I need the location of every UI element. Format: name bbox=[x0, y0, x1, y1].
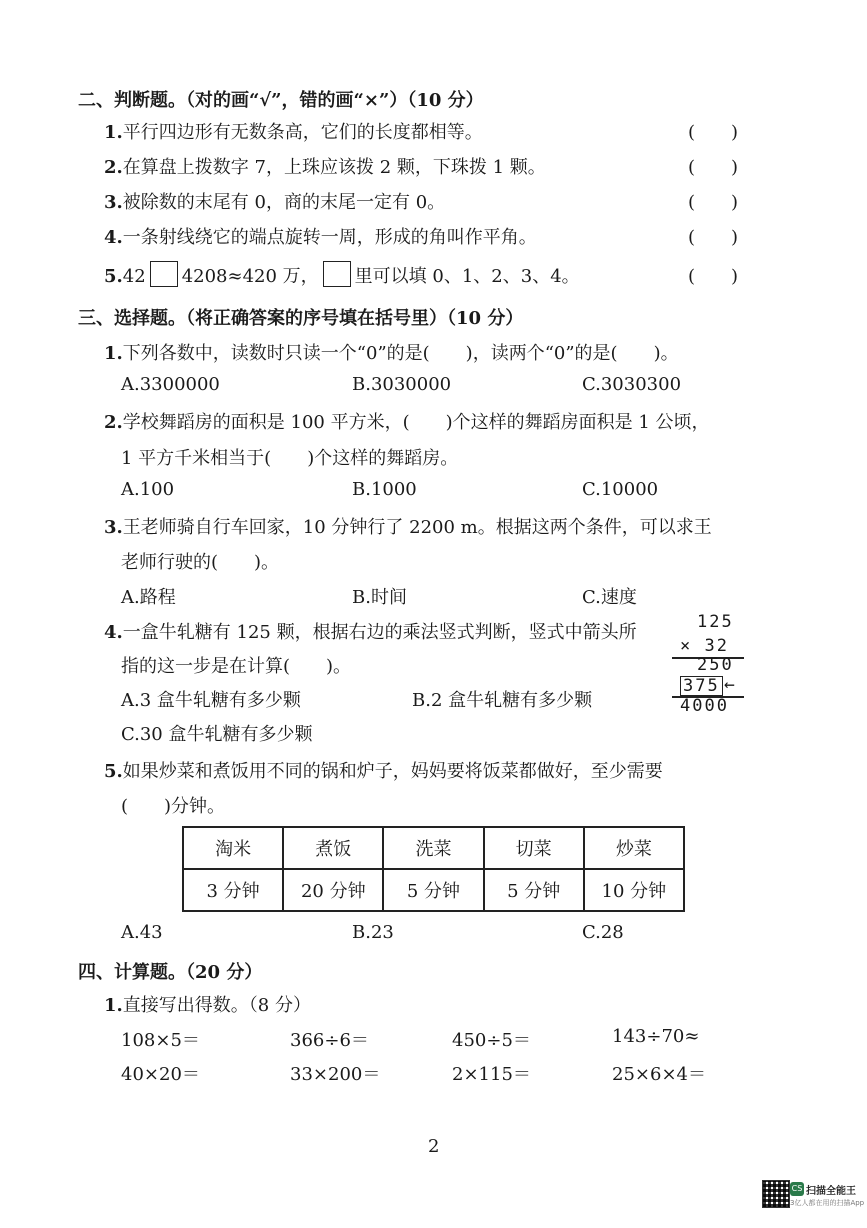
blank-box bbox=[150, 261, 178, 287]
option-b: B.1000 bbox=[352, 479, 417, 500]
option-b: B.时间 bbox=[352, 587, 407, 608]
table-cell: 10 分钟 bbox=[584, 869, 684, 911]
answer-paren: ( ) bbox=[688, 122, 739, 143]
item-number: 1. bbox=[104, 343, 123, 364]
calc-sub-1 bbox=[104, 991, 311, 1017]
option-b: B.2 盒牛轧糖有多少颗 bbox=[412, 690, 593, 711]
item-number: 3. bbox=[104, 192, 123, 213]
expression: 366÷6＝ bbox=[290, 1030, 369, 1051]
choice-q5-line2: ( )分钟。 bbox=[121, 796, 226, 817]
table-cell: 3 分钟 bbox=[183, 869, 283, 911]
item-text: 学校舞蹈房的面积是 100 平方米，( )个这样的舞蹈房面积是 1 公顷， bbox=[122, 412, 710, 433]
choice-q3 bbox=[104, 513, 712, 539]
section-title-choice: 三、选择题。（将正确答案的序号填在括号里）（10 分） bbox=[78, 308, 524, 329]
judgment-item-5 bbox=[104, 261, 580, 288]
expression: 33×200＝ bbox=[290, 1064, 381, 1085]
item-text-c: 里可以填 0、1、2、3、4。 bbox=[354, 266, 580, 287]
expression: 2×115＝ bbox=[452, 1064, 531, 1085]
choice-q5 bbox=[104, 757, 663, 783]
option-c: C.速度 bbox=[582, 587, 637, 608]
item-number: 3. bbox=[104, 517, 123, 538]
option-c: C.28 bbox=[582, 922, 624, 943]
choice-q4 bbox=[104, 618, 637, 644]
item-text: 一条射线绕它的端点旋转一周，形成的角叫作平角。 bbox=[122, 227, 537, 248]
answer-paren: ( ) bbox=[688, 266, 739, 287]
item-text: 一盒牛轧糖有 125 颗，根据右边的乘法竖式判断，竖式中箭头所 bbox=[122, 622, 637, 643]
option-a: A.100 bbox=[121, 479, 175, 500]
item-text: 在算盘上拨数字 7，上珠应该拨 2 颗，下珠拨 1 颗。 bbox=[122, 157, 546, 178]
table-header-cell: 炒菜 bbox=[584, 827, 684, 869]
calc-partial-1: 250 bbox=[697, 655, 734, 675]
option-a: A.路程 bbox=[121, 587, 176, 608]
calc-multiplier: × 32 bbox=[680, 636, 729, 656]
item-text-a: 42 bbox=[122, 266, 146, 287]
qr-code-icon bbox=[762, 1180, 790, 1208]
item-text: 直接写出得数。（8 分） bbox=[122, 995, 311, 1016]
option-c: C.30 盒牛轧糖有多少颗 bbox=[121, 724, 313, 745]
option-b: B.23 bbox=[352, 922, 394, 943]
expression: 40×20＝ bbox=[121, 1064, 200, 1085]
calc-partial-2: 375 bbox=[680, 676, 723, 696]
option-c: C.3030300 bbox=[582, 374, 682, 395]
expression: 108×5＝ bbox=[121, 1030, 200, 1051]
page-number: 2 bbox=[428, 1136, 440, 1157]
choice-q1 bbox=[104, 339, 679, 365]
scanner-tagline: 3亿人都在用的扫描App bbox=[790, 1199, 865, 1207]
choice-q4-line2: 指的这一步是在计算( )。 bbox=[121, 656, 352, 677]
choice-q3-line2: 老师行驶的( )。 bbox=[121, 552, 280, 573]
item-text: 被除数的末尾有 0，商的末尾一定有 0。 bbox=[122, 192, 446, 213]
answer-paren: ( ) bbox=[688, 192, 739, 213]
item-number: 5. bbox=[104, 761, 123, 782]
expression: 25×6×4＝ bbox=[612, 1064, 706, 1085]
calc-product: 4000 bbox=[680, 696, 729, 716]
table-header-cell: 淘米 bbox=[183, 827, 283, 869]
table-row bbox=[183, 827, 684, 869]
item-number: 4. bbox=[104, 622, 123, 643]
option-b: B.3030000 bbox=[352, 374, 452, 395]
answer-paren: ( ) bbox=[688, 227, 739, 248]
scanner-logo-icon: CS bbox=[790, 1182, 804, 1196]
table-cell: 5 分钟 bbox=[484, 869, 584, 911]
item-number: 1. bbox=[104, 122, 123, 143]
option-a: A.3300000 bbox=[121, 374, 220, 395]
item-text-b: 4208≈420 万， bbox=[181, 266, 319, 287]
table-row bbox=[183, 869, 684, 911]
blank-box bbox=[323, 261, 351, 287]
answer-paren: ( ) bbox=[688, 157, 739, 178]
table-cell: 20 分钟 bbox=[283, 869, 383, 911]
judgment-item-3 bbox=[104, 188, 445, 214]
judgment-item-4 bbox=[104, 223, 537, 249]
item-text: 如果炒菜和煮饭用不同的锅和炉子，妈妈要将饭菜都做好，至少需要 bbox=[122, 761, 663, 782]
choice-q2-line2: 1 平方千米相当于( )个这样的舞蹈房。 bbox=[121, 448, 459, 469]
item-number: 4. bbox=[104, 227, 123, 248]
item-text: 王老师骑自行车回家，10 分钟行了 2200 m。根据这两个条件，可以求王 bbox=[122, 517, 712, 538]
scanner-name: 扫描全能王 bbox=[806, 1186, 856, 1197]
item-number: 5. bbox=[104, 266, 123, 287]
judgment-item-1 bbox=[104, 118, 483, 144]
calc-multiplicand: 125 bbox=[697, 612, 734, 632]
table-header-cell: 切菜 bbox=[484, 827, 584, 869]
table-header-cell: 洗菜 bbox=[383, 827, 483, 869]
item-text: 平行四边形有无数条高，它们的长度都相等。 bbox=[122, 122, 483, 143]
expression: 450÷5＝ bbox=[452, 1030, 531, 1051]
judgment-item-2 bbox=[104, 153, 546, 179]
arrow-left-icon: ← bbox=[724, 674, 737, 695]
choice-q2 bbox=[104, 408, 710, 434]
option-a: A.3 盒牛轧糖有多少颗 bbox=[121, 690, 301, 711]
expression: 143÷70≈ bbox=[612, 1026, 700, 1047]
option-a: A.43 bbox=[121, 922, 163, 943]
section-title-judgment: 二、判断题。（对的画“√”，错的画“×”）（10 分） bbox=[78, 90, 484, 111]
table-cell: 5 分钟 bbox=[383, 869, 483, 911]
option-c: C.10000 bbox=[582, 479, 659, 500]
time-table bbox=[182, 826, 685, 912]
item-number: 2. bbox=[104, 157, 123, 178]
section-title-calc: 四、计算题。（20 分） bbox=[78, 962, 263, 983]
item-number: 2. bbox=[104, 412, 123, 433]
item-number: 1. bbox=[104, 995, 123, 1016]
table-header-cell: 煮饭 bbox=[283, 827, 383, 869]
item-text: 下列各数中，读数时只读一个“0”的是( )，读两个“0”的是( )。 bbox=[122, 343, 679, 364]
